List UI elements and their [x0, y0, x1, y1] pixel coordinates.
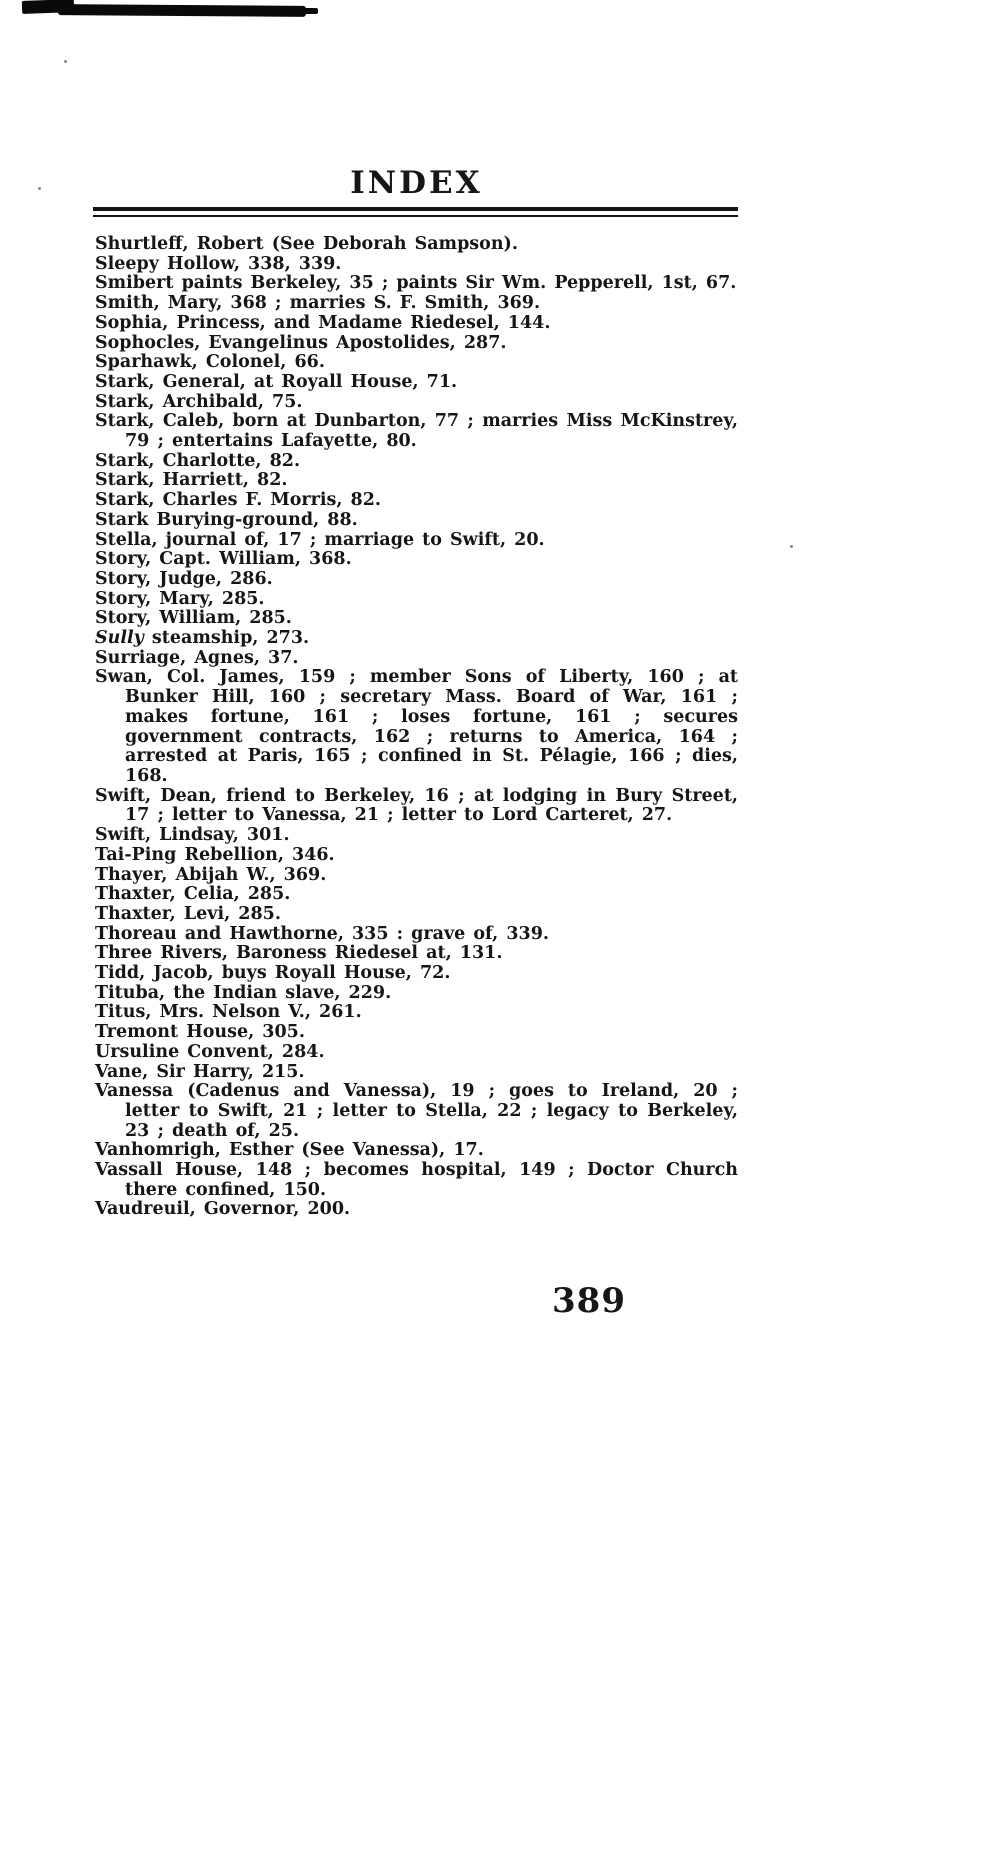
index-entry: Sleepy Hollow, 338, 339.: [95, 253, 342, 274]
index-entry: Shurtleff, Robert (See Deborah Sampson).: [95, 234, 518, 254]
index-entry: Thayer, Abijah W., 369.: [95, 864, 327, 885]
index-entry: Stark, Harriett, 82.: [95, 470, 288, 491]
index-entries: [95, 235, 738, 1220]
index-entry: Stark Burying-ground, 88.: [95, 509, 358, 530]
index-entry: Sparhawk, Colonel, 66.: [95, 352, 325, 373]
index-entry: Story, William, 285.: [95, 608, 292, 629]
index-entry: Stark, Charlotte, 82.: [95, 450, 301, 471]
index-entry: Surriage, Agnes, 37.: [95, 647, 299, 668]
index-entry: Stark, General, at Royall House, 71.: [95, 371, 458, 392]
title-rule: [93, 207, 738, 217]
scan-speck: [790, 545, 793, 548]
index-entry: Three Rivers, Baroness Riedesel at, 131.: [95, 943, 503, 964]
index-entry: Thoreau and Hawthorne, 335 : grave of, 339.: [95, 923, 549, 944]
index-entry: Stark, Caleb, born at Dunbarton, 77 ; marries Miss McKinstrey, 79 ; entertains Lafayette, 80.: [95, 411, 738, 452]
index-entry: Vanessa (Cadenus and Vanessa), 19 ; goes to Ireland, 20 ; letter to Swift, 21 ; letter to Stella, 22 ; legacy to Berkeley, 23 ; death of, 25.: [95, 1081, 738, 1141]
index-entry: Vanhomrigh, Esther (See Vanessa), 17.: [95, 1140, 484, 1161]
page-title: INDEX: [350, 165, 483, 201]
index-entry: Vassall House, 148 ; becomes hospital, 149 ; Doctor Church there confined, 150.: [95, 1160, 738, 1200]
index-entry: Tituba, the Indian slave, 229.: [95, 982, 392, 1003]
index-entry: Tremont House, 305.: [95, 1022, 305, 1043]
page-number: 389: [552, 1281, 626, 1321]
index-entry: Stark, Archibald, 75.: [95, 391, 303, 412]
index-entry: Ursuline Convent, 284.: [95, 1041, 325, 1062]
index-entry: Stella, journal of, 17 ; marriage to Swift, 20.: [95, 529, 545, 550]
index-entry: Sophocles, Evangelinus Apostolides, 287.: [95, 332, 507, 353]
index-entry: Story, Mary, 285.: [95, 588, 265, 609]
index-entry: Thaxter, Celia, 285.: [95, 884, 291, 905]
index-entry: Swift, Dean, friend to Berkeley, 16 ; at lodging in Bury Street, 17 ; letter to Vanessa, 21 ; letter to Lord Carteret, 27.: [95, 785, 738, 826]
scan-artifact: [58, 4, 306, 17]
index-entry: Story, Capt. William, 368.: [95, 549, 352, 570]
index-entry: Thaxter, Levi, 285.: [95, 903, 281, 924]
index-entry: Smith, Mary, 368 ; marries S. F. Smith, 369.: [95, 293, 541, 314]
index-entry: Swan, Col. James, 159 ; member Sons of Liberty, 160 ; at Bunker Hill, 160 ; secretary Mass. Board of War, 161 ; makes fortune, 161 ; loses fortune, 161 ; secures government contracts, 162 ; returns to America, 164 ; arrested at Paris, 165 ; confined in St. Pélagie, 166 ; dies, 168.: [95, 667, 738, 786]
scan-artifact: [300, 8, 318, 14]
scan-speck: [38, 187, 41, 190]
index-entry: Vaudreuil, Governor, 200.: [95, 1199, 351, 1220]
index-entry: Titus, Mrs. Nelson V., 261.: [95, 1002, 362, 1023]
index-entry: Tidd, Jacob, buys Royall House, 72.: [95, 963, 451, 984]
index-entry: Swift, Lindsay, 301.: [95, 825, 290, 846]
index-entry: Sophia, Princess, and Madame Riedesel, 144.: [95, 312, 551, 333]
scan-speck: [64, 60, 67, 63]
index-entry: Tai-Ping Rebellion, 346.: [95, 844, 335, 865]
index-entry: Story, Judge, 286.: [95, 568, 273, 589]
index-entry: Smibert paints Berkeley, 35 ; paints Sir Wm. Pepperell, 1st, 67.: [95, 273, 737, 294]
index-entry: Vane, Sir Harry, 215.: [95, 1061, 305, 1082]
index-entry: Sully steamship, 273.: [95, 628, 310, 649]
index-entry: Stark, Charles F. Morris, 82.: [95, 490, 381, 511]
